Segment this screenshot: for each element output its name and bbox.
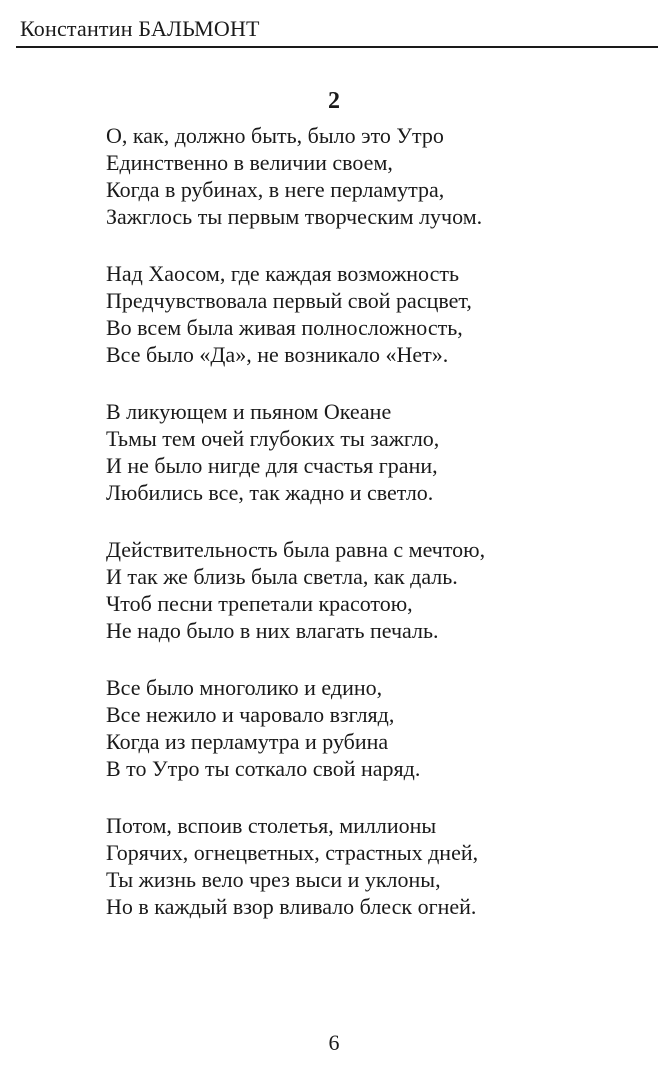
poem-line: О, как, должно быть, было это Утро	[106, 123, 444, 148]
poem-line: Предчувствовала первый свой расцвет,	[106, 288, 472, 313]
poem-line: Потом, вспоив столетья, миллионы	[106, 813, 437, 838]
poem-line: Когда в рубинах, в неге перламутра,	[106, 177, 445, 202]
poem-line: Действительность была равна с мечтою,	[106, 537, 486, 562]
stanza-3	[106, 398, 646, 506]
running-header-author: Константин БАЛЬМОНТ	[20, 16, 260, 41]
poem-line: Во всем была живая полносложность,	[106, 315, 463, 340]
poem-line: Все нежило и чаровало взгляд,	[106, 702, 395, 727]
stanza-1	[106, 122, 646, 230]
poem-line: Чтоб песни трепетали красотою,	[106, 591, 413, 616]
stanza-6	[106, 812, 646, 920]
stanza-2	[106, 260, 646, 368]
poem-line: И не было нигде для счастья грани,	[106, 453, 438, 478]
poem-line: В ликующем и пьяном Океане	[106, 399, 392, 424]
header-divider	[16, 46, 658, 48]
poem-line: В то Утро ты соткало свой наряд.	[106, 756, 421, 781]
poem-line: Зажглось ты первым творческим лучом.	[106, 204, 483, 229]
poem-line: И так же близь была светла, как даль.	[106, 564, 458, 589]
stanza-5	[106, 674, 646, 782]
poem-line: Все было многолико и едино,	[106, 675, 383, 700]
poem-number: 2	[328, 88, 340, 114]
poem-line: Когда из перламутра и рубина	[106, 729, 389, 754]
poem-line: Не надо было в них влагать печаль.	[106, 618, 439, 643]
stanza-4	[106, 536, 646, 644]
poem-line: Единственно в величии своем,	[106, 150, 393, 175]
poem-line: Любились все, так жадно и светло.	[106, 480, 434, 505]
poem-line: Ты жизнь вело чрез выси и уклоны,	[106, 867, 441, 892]
poem-line: Все было «Да», не возникало «Нет».	[106, 342, 449, 367]
page-number: 6	[328, 1030, 340, 1055]
poem-line: Горячих, огнецветных, страстных дней,	[106, 840, 479, 865]
poem-line: Тьмы тем очей глубоких ты зажгло,	[106, 426, 440, 451]
poem-body	[106, 122, 646, 920]
poem-line: Над Хаосом, где каждая возможность	[106, 261, 460, 286]
poem-line: Но в каждый взор вливало блеск огней.	[106, 894, 477, 919]
